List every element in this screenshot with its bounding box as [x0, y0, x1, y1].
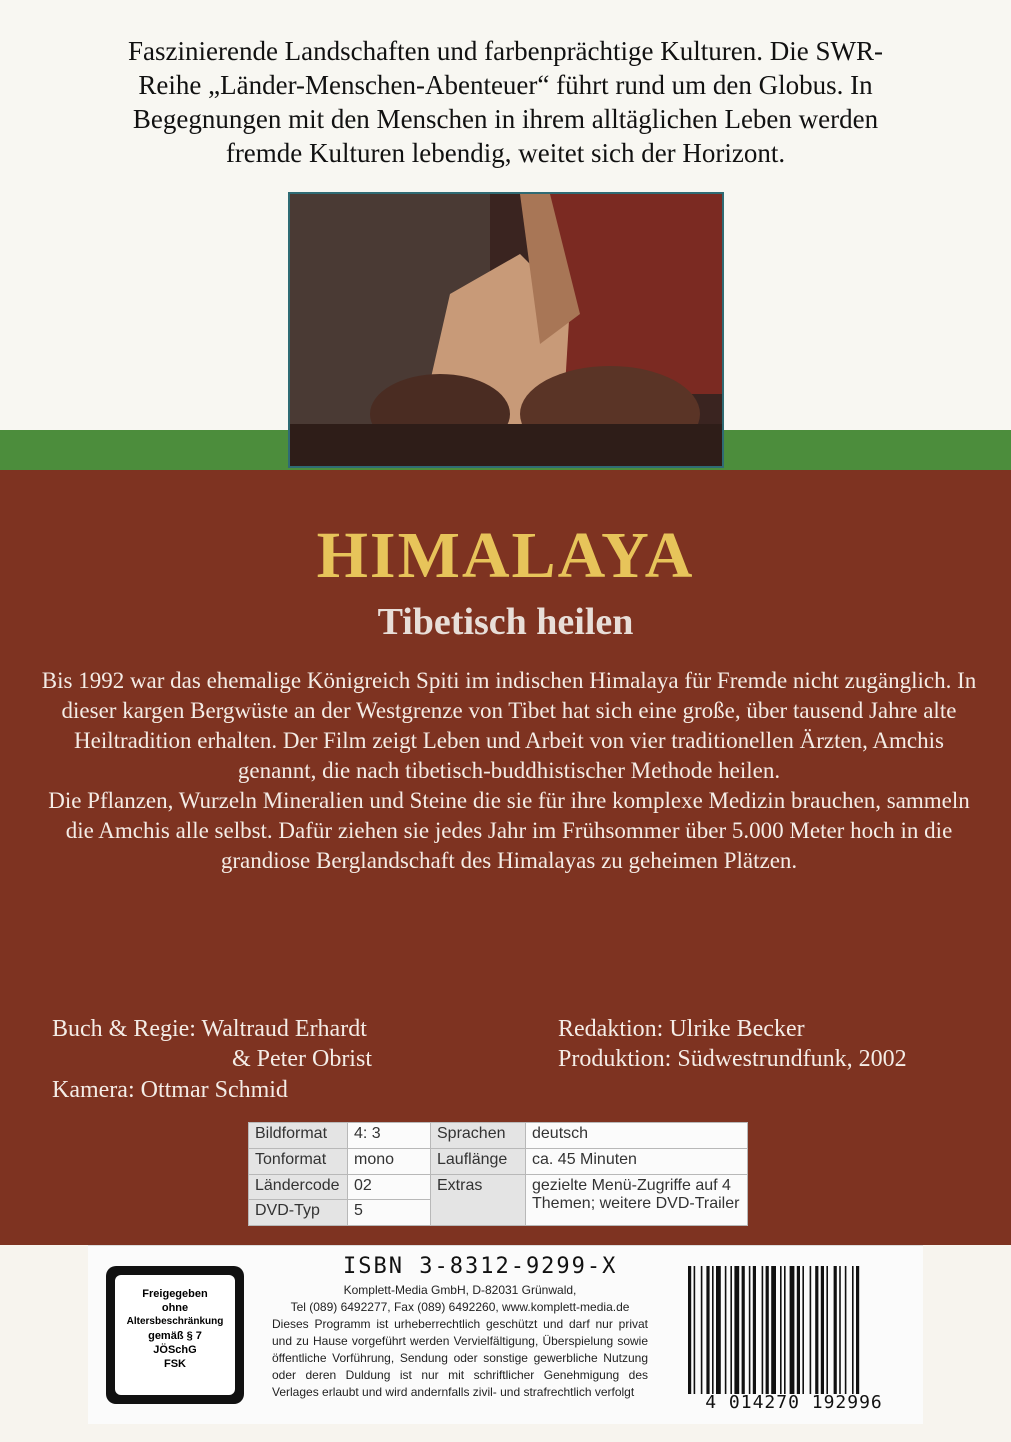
fsk-rating-badge	[106, 1266, 244, 1404]
barcode-bar	[802, 1266, 804, 1394]
credit-kamera: Kamera: Ottmar Schmid	[52, 1077, 288, 1103]
fsk-line: gemäß § 7	[148, 1330, 202, 1342]
barcode-bar	[821, 1266, 824, 1394]
fsk-line: FSK	[164, 1358, 186, 1370]
spec-label: DVD-Typ	[249, 1200, 348, 1226]
spec-table	[248, 1122, 748, 1226]
publisher-contact: Tel (089) 6492277, Fax (089) 6492260, www.komplett-media.de	[290, 1300, 630, 1314]
barcode-bar	[701, 1266, 703, 1394]
barcode-bar	[734, 1266, 739, 1394]
barcode-bar	[725, 1266, 727, 1394]
fsk-line: ohne	[161, 1302, 189, 1314]
barcode-bar	[780, 1266, 782, 1394]
photo-hands-illustration	[290, 194, 724, 468]
spec-label: Ländercode	[249, 1174, 348, 1200]
barcode-digits: 4 014270 192996	[705, 1392, 883, 1413]
barcode-bar	[784, 1266, 786, 1394]
barcode-bar	[797, 1266, 800, 1394]
spec-value: deutsch	[526, 1123, 748, 1149]
barcode-bar	[826, 1266, 828, 1394]
intro-line: Faszinierende Landschaften und farbenprächtige Kulturen. Die SWR-	[128, 36, 883, 66]
page-title: HIMALAYA	[316, 519, 695, 592]
credit-buch-regie: Buch & Regie: Waltraud Erhardt	[52, 1016, 367, 1042]
spec-value: 5	[348, 1200, 431, 1226]
barcode-bar	[762, 1266, 764, 1394]
barcode-bar	[852, 1266, 854, 1394]
intro-line: Begegnungen mit den Menschen in ihrem alltäglichen Leben werden	[132, 104, 879, 134]
spec-label: Sprachen	[431, 1123, 526, 1149]
fsk-line: Freigegeben	[142, 1288, 208, 1300]
barcode-bar	[712, 1266, 714, 1394]
barcode-bar	[810, 1266, 812, 1394]
barcode-bar	[716, 1266, 721, 1394]
barcode-bar	[753, 1266, 756, 1394]
barcode-bar	[766, 1266, 769, 1394]
description	[34, 666, 984, 876]
spec-row	[249, 1123, 748, 1149]
spec-value: gezielte Menü-Zugriffe auf 4 Themen; weitere DVD-Trailer	[526, 1174, 748, 1226]
spec-label: Bildformat	[249, 1123, 348, 1149]
publisher-info	[272, 1282, 648, 1401]
intro-line: Reihe „Länder-Menschen-Abenteuer“ führt rund um den Globus. In	[138, 70, 873, 100]
spec-row	[249, 1148, 748, 1174]
spec-label: Lauflänge	[431, 1148, 526, 1174]
intro-line: fremde Kulturen lebendig, weitet sich der Horizont.	[225, 138, 786, 168]
spec-value: mono	[348, 1148, 431, 1174]
credit-buch-regie-2: & Peter Obrist	[232, 1046, 372, 1072]
legal-notice: Dieses Programm ist urheberrechtlich geschützt und darf nur privat und zu Hause vorgeführt werden Vervielfältigung, Überspielung sowie öffentliche Vorführung, Sendung oder sonstige gewerbliche Nutzung oder deren Duldung ist nur mit schriftlicher Genehmigung des Verlages erlaubt und wird andernfalls zivil- und strafrechtlich verfolgt	[272, 1317, 648, 1399]
fsk-line: Altersbeschränkung	[126, 1316, 224, 1327]
credit-produktion: Produktion: Südwestrundfunk, 2002	[558, 1046, 907, 1072]
credit-redaktion: Redaktion: Ulrike Becker	[558, 1016, 805, 1042]
publisher-name: Komplett-Media GmbH, D-82031 Grünwald,	[343, 1283, 577, 1297]
barcode-bar	[856, 1266, 859, 1394]
description-paragraph: Die Pflanzen, Wurzeln Mineralien und Steine die sie für ihre komplexe Medizin brauchen, sammeln die Amchis alle selbst. Dafür ziehen sie jedes Jahr im Frühsommer über 5.000 Meter hoch in die grandiose Berglandschaft des Himalayas zu geheimen Plätzen.	[48, 788, 970, 873]
spec-value: 02	[348, 1174, 431, 1200]
publisher-panel	[88, 1245, 923, 1424]
spec-label: Extras	[431, 1174, 526, 1226]
fsk-line: JÖSchG	[153, 1344, 197, 1356]
fsk-rating-label	[115, 1275, 235, 1395]
barcode-bar	[688, 1266, 691, 1394]
barcode-bar	[742, 1266, 745, 1394]
spec-label: Tonformat	[249, 1148, 348, 1174]
barcode-bar	[839, 1266, 841, 1394]
barcode-bar	[790, 1266, 795, 1394]
description-paragraph: Bis 1992 war das ehemalige Königreich Spiti im indischen Himalaya für Fremde nicht zugänglich. In dieser kargen Bergwüste an der Westgrenze von Tibet hat sich eine große, über tausend Jahre alte Heiltradition erhalten. Der Film zeigt Leben und Arbeit von vier traditionellen Ärzten, Amchis genannt, die nach tibetisch-buddhistischer Methode heilen.	[41, 668, 977, 783]
cover-photo	[288, 192, 724, 468]
barcode-bar	[815, 1266, 818, 1394]
subtitle: Tibetisch heilen	[377, 601, 634, 643]
barcode-bar	[749, 1266, 751, 1394]
barcode-bar	[771, 1266, 776, 1394]
spec-value: 4: 3	[348, 1123, 431, 1149]
isbn: ISBN 3-8312-9299-X	[343, 1254, 618, 1279]
barcode-bar	[730, 1266, 732, 1394]
barcode-bar	[834, 1266, 837, 1394]
barcode-bar	[706, 1266, 709, 1394]
barcode	[686, 1266, 900, 1394]
spec-row	[249, 1174, 748, 1200]
barcode-bar	[845, 1266, 847, 1394]
barcode-bar	[694, 1266, 696, 1394]
spec-value: ca. 45 Minuten	[526, 1148, 748, 1174]
intro-text	[40, 34, 971, 170]
